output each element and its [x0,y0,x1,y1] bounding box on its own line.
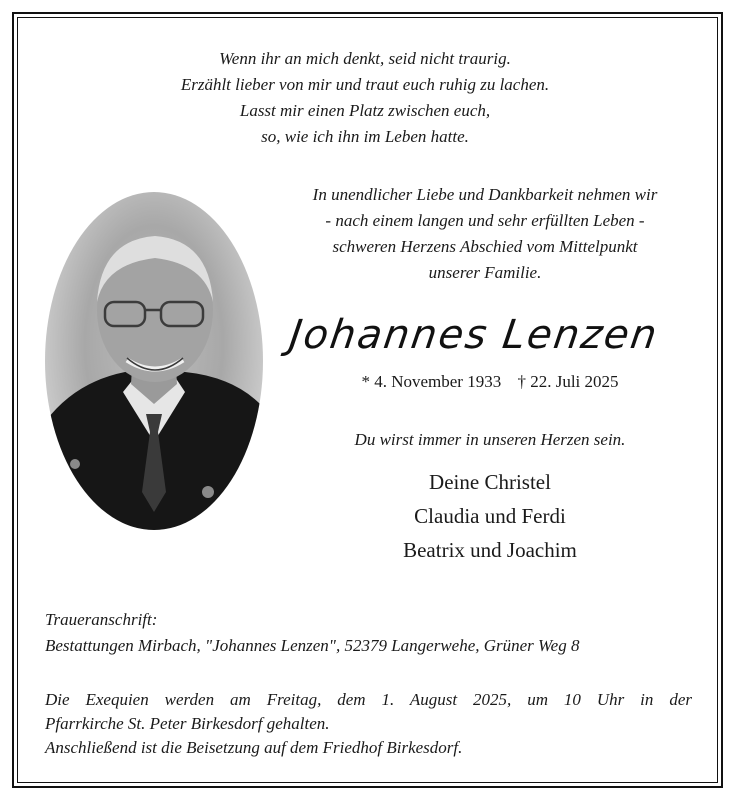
poem-line: Erzählt lieber von mir und traut euch ruhig zu lachen. [180,75,550,94]
deceased-name: Johannes Lenzen [286,312,662,358]
family-member: Beatrix und Joachim [403,538,577,562]
portrait-photo [45,192,263,530]
poem [150,46,580,150]
birth-date: * 4. November 1933 [361,372,502,391]
poem-line: Lasst mir einen Platz zwischen euch, [239,101,491,120]
exequies-line: Anschließend ist die Beisetzung auf dem Friedhof Birkesdorf. [45,738,463,757]
intro-line: - nach einem langen und sehr erfüllten Leben - [325,211,645,230]
exequies-notice [45,688,692,760]
family-member: Deine Christel [429,470,551,494]
intro-line: unserer Familie. [428,263,542,282]
death-date: † 22. Juli 2025 [517,372,619,391]
family-member: Claudia und Ferdi [414,504,566,528]
exequies-line: Die Exequien werden am Freitag, dem 1. August 2025, um 10 Uhr in der [45,690,692,709]
exequies-line: Pfarrkirche St. Peter Birkesdorf gehalten. [45,714,330,733]
intro-line: In unendlicher Liebe und Dankbarkeit nehmen wir [312,185,658,204]
family-names [290,465,690,567]
poem-line: Wenn ihr an mich denkt, seid nicht traurig. [219,49,511,68]
address-text: Bestattungen Mirbach, "Johannes Lenzen", 52379 Langerwehe, Grüner Weg 8 [45,636,580,655]
intro-line: schweren Herzens Abschied vom Mittelpunkt [332,237,638,256]
farewell-line: Du wirst immer in unseren Herzen sein. [354,430,626,449]
life-dates [290,372,690,392]
poem-line: so, wie ich ihn im Leben hatte. [261,127,469,146]
address-label: Traueranschrift: [45,610,158,629]
intro-text [280,182,690,286]
